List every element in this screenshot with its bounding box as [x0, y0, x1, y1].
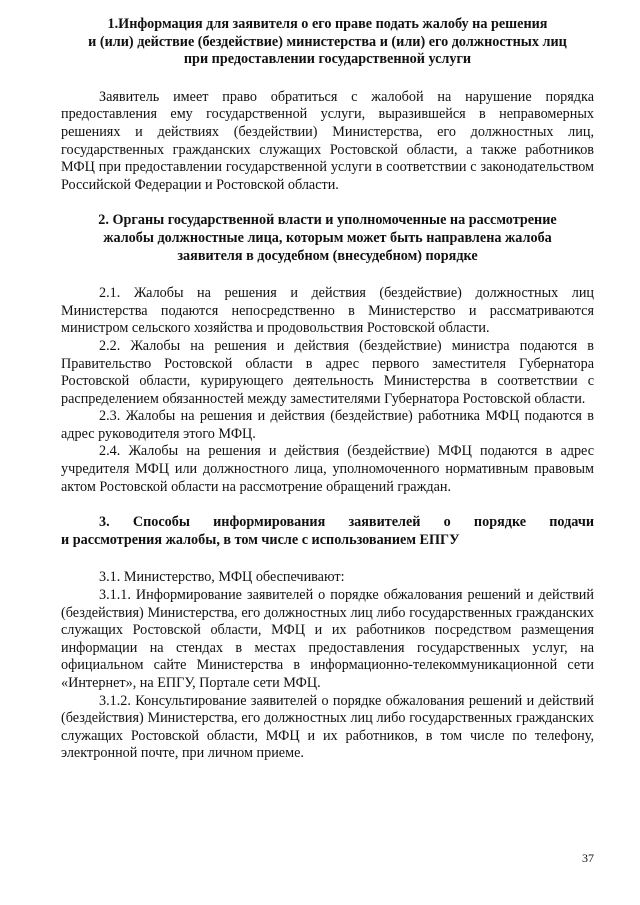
section-2-paragraph-2-1: 2.1. Жалобы на решения и действия (бездействие) должностных лиц Министерства подаются непосредственно в Министерство и рассматриваются министром сельского хозяйства и продовольствия Ростовской области.: [61, 285, 594, 337]
section-3-paragraph-3-1-1: 3.1.1. Информирование заявителей о порядке обжалования решений и действий (бездействия) Министерства, его должностных лиц либо государственных гражданских служащих Ростовской области, МФЦ и их работников посредством размещения информации на стендах в местах предоставления государственных услуг, на официальном сайте Министерства в информационно-телекоммуникационной сети «Интернет», на ЕПГУ, Портале сети МФЦ.: [61, 587, 594, 691]
section-3-heading: [61, 514, 594, 549]
section-1-heading-line: при предоставлении государственной услуги: [183, 51, 472, 68]
section-1-heading-line: 1.Информация для заявителя о его праве подать жалобу на решения: [107, 16, 548, 32]
section-3-heading-line: и рассмотрения жалобы, в том числе с использованием ЕПГУ: [61, 531, 460, 548]
section-3-heading-line: 3. Способы информирования заявителей о порядке подачи: [99, 514, 594, 531]
section-3-paragraph-3-1-2: 3.1.2. Консультирование заявителей о порядке обжалования решений и действий (бездействия) Министерства, его должностных лиц либо государственных гражданских служащих Ростовской области, МФЦ и их работников, в том числе по телефону, электронной почте, при личном приеме.: [61, 692, 594, 762]
section-2-paragraph-2-3: 2.3. Жалобы на решения и действия (бездействие) работника МФЦ подаются в адрес руководителя этого МФЦ.: [61, 408, 594, 442]
section-2-paragraph-2-2: 2.2. Жалобы на решения и действия (бездействие) министра подаются в Правительство Ростовской области в адрес первого заместителя Губернатора Ростовской области, курирующего деятельность Министерства в соответствии с распределением обязанностей между заместителями Губернатора Ростовской области.: [61, 337, 594, 407]
section-2-heading: [61, 212, 594, 265]
section-2-paragraph-2-4: 2.4. Жалобы на решения и действия (бездействие) МФЦ подаются в адрес учредителя МФЦ или должностного лица, уполномоченного нормативным правовым актом Ростовской области на рассмотрение обращений граждан.: [61, 443, 594, 495]
document-page: [61, 16, 594, 763]
section-2-heading-line: заявителя в досудебном (внесудебном) порядке: [177, 247, 478, 264]
section-3-paragraph-3-1: 3.1. Министерство, МФЦ обеспечивают:: [99, 569, 345, 586]
section-1-paragraph: Заявитель имеет право обратиться с жалобой на нарушение порядка предоставления ему государственной услуги, выразившейся в неправомерных решениях и действиях (бездействии) Министерства, его должностных лиц, государственных гражданских служащих Ростовской области, а также работников МФЦ при предоставлении государственной услуги в соответствии с законодательством Российской Федерации и Ростовской области.: [61, 88, 594, 193]
page-number: 37: [582, 851, 594, 865]
section-2-heading-line: 2. Органы государственной власти и уполномоченные на рассмотрение: [98, 212, 557, 229]
section-1-heading: [61, 16, 594, 69]
section-1-heading-line: и (или) действие (бездействие) министерства и (или) его должностных лиц: [88, 33, 567, 50]
section-2-heading-line: жалобы должностные лица, которым может быть направлена жалоба: [103, 229, 552, 246]
